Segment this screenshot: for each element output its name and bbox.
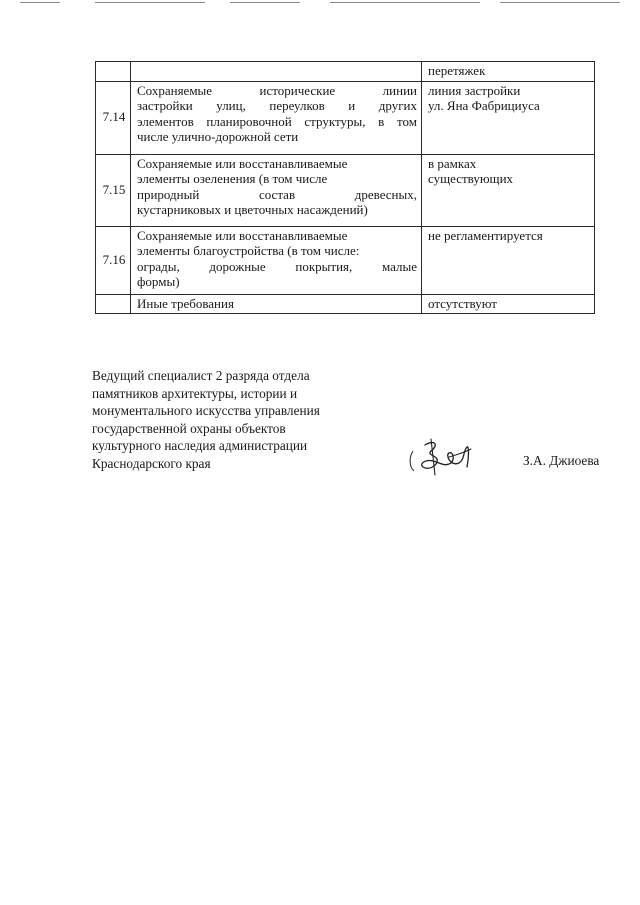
value-line: перетяжек: [428, 63, 486, 78]
description-line: природный состав древесных,: [137, 186, 417, 202]
description-line: элементы озеленения (в том числе: [137, 171, 328, 186]
value-line: линия застройки: [428, 82, 521, 98]
row-value: [422, 294, 595, 314]
table-row: [96, 294, 595, 314]
value-line: в рамках: [428, 155, 477, 171]
position-line: монументального искусства управления: [92, 403, 320, 419]
row-number: 7.15: [96, 154, 131, 226]
row-number: [96, 62, 131, 82]
description-line: ограды, дорожные покрытия, малые: [137, 258, 417, 274]
handwritten-signature: [405, 437, 485, 479]
position-line: Краснодарского края: [92, 455, 211, 471]
row-description: [131, 294, 422, 314]
description-line: Иные требования: [137, 295, 234, 311]
position-line: культурного наследия администрации: [92, 438, 308, 454]
row-description: [131, 62, 422, 82]
signer-position: [92, 367, 392, 473]
position-line: Ведущий специалист 2 разряда отдела: [92, 368, 310, 383]
description-line: формы): [137, 274, 180, 289]
row-description: [131, 154, 422, 226]
position-line: памятников архитектуры, истории и: [92, 385, 298, 401]
row-value: [422, 226, 595, 294]
value-line: ул. Яна Фабрициуса: [428, 98, 540, 113]
description-line: застройки улиц, переулков и других: [137, 98, 417, 113]
row-value: [422, 154, 595, 226]
description-line: Сохраняемые или восстанавливаемые: [137, 155, 348, 171]
signer-name: З.А. Джиоева: [523, 453, 600, 468]
table-row: [96, 81, 595, 154]
description-line: числе улично-дорожной сети: [137, 129, 299, 144]
value-line: отсутствуют: [428, 295, 497, 311]
row-value: [422, 62, 595, 82]
row-value: [422, 81, 595, 154]
description-line: элементы благоустройства (в том числе:: [137, 243, 360, 258]
position-line: государственной охраны объектов: [92, 420, 286, 436]
row-description: [131, 226, 422, 294]
description-line: Сохраняемые или восстанавливаемые: [137, 227, 348, 243]
description-line: элементов планировочной структуры, в том: [137, 113, 417, 129]
row-number: [96, 294, 131, 314]
scan-edge-artifact: [0, 0, 640, 6]
table-row: [96, 154, 595, 226]
description-line: Сохраняемые исторические линии: [137, 82, 417, 98]
description-line: кустарниковых и цветочных насаждений): [137, 202, 368, 217]
row-description: [131, 81, 422, 154]
table-row: [96, 62, 595, 82]
value-line: существующих: [428, 171, 514, 186]
value-line: не регламентируется: [428, 227, 543, 243]
row-number: 7.14: [96, 81, 131, 154]
requirements-table: [95, 61, 595, 314]
table-row: [96, 226, 595, 294]
row-number: 7.16: [96, 226, 131, 294]
